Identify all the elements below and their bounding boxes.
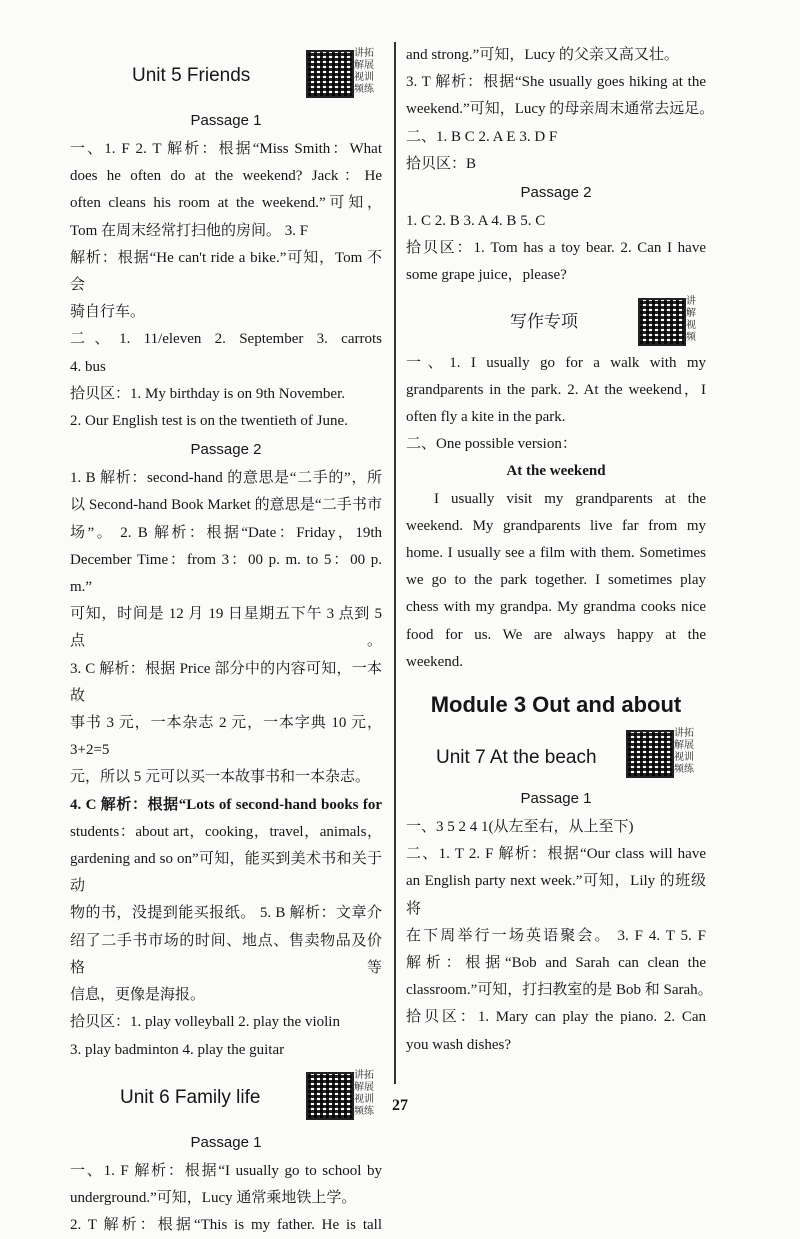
essay-title: At the weekend — [506, 463, 606, 480]
answer-line: 元，所以 5 元可以买一本故事书和一本杂志。 — [70, 769, 371, 786]
qr-code-icon — [638, 298, 686, 346]
answer-block — [406, 208, 706, 290]
qr-code-icon — [626, 730, 674, 778]
unit-title: Unit 7 At the beach — [436, 747, 597, 769]
essay-line: I usually visit my grandparents at the — [434, 490, 706, 507]
answer-line: 拾贝区：1. play volleyball 2. play the violin — [70, 1014, 340, 1031]
passage-heading: Passage 1 — [520, 790, 592, 808]
answer-line: underground.”可知，Lucy 通常乘地铁上学。 — [70, 1189, 357, 1206]
answer-line: 二、1. 11/eleven 2. September 3. carrots — [70, 331, 382, 348]
essay-line: weekend. — [406, 653, 464, 670]
passage-heading: Passage 2 — [190, 441, 262, 459]
answer-line: often fly a kite in the park. — [406, 409, 566, 426]
answer-line: 物的书，没提到能买报纸。 5. B 解析：文章介 — [70, 905, 382, 922]
unit5-header — [70, 42, 382, 106]
unit-title: Unit 6 Family life — [120, 1086, 261, 1108]
answer-line: 骑自行车。 — [70, 304, 146, 321]
answer-line: 拾贝区：B — [406, 155, 477, 172]
answer-line: grandparents in the park. 2. At the weekend，I — [406, 381, 706, 398]
essay-line: we go to the park together. I sometimes play — [406, 572, 706, 589]
answer-line: 3. play badminton 4. play the guitar — [70, 1041, 285, 1058]
answer-line: 1. C 2. B 3. A 4. B 5. C — [406, 213, 546, 230]
answer-line: 拾贝区：1. Mary can play the piano. 2. Can — [406, 1009, 706, 1026]
answer-line: 4. C 解析：根据“Lots of second-hand books for — [70, 796, 382, 813]
answer-line: 一、1. F 解析：根据“I usually go to school by — [70, 1162, 382, 1179]
answer-line: often cleans his room at the weekend.”可知， — [70, 195, 382, 212]
answer-line: 一、1. I usually go for a walk with my — [406, 354, 706, 371]
answer-line: 信息，更像是海报。 — [70, 987, 206, 1004]
answer-line: 3. C 解析：根据 Price 部分中的内容可知，一本故 — [70, 660, 382, 704]
answer-line: 3. T 解析：根据“She usually goes hiking at the — [406, 74, 706, 91]
answer-line: 可知，时间是 12 月 19 日星期五下午 3 点到 5 点。 — [70, 606, 382, 650]
answer-block — [70, 1158, 382, 1239]
writing-answers — [406, 350, 706, 676]
qr-caption: 讲拓解展视训频练 — [354, 1069, 374, 1117]
answer-line: 拾贝区：1. Tom has a toy bear. 2. Can I have — [406, 240, 706, 257]
passage-heading: Passage 1 — [190, 112, 262, 129]
answer-line: 以 Second-hand Book Market 的意思是“二手书市 — [70, 497, 382, 514]
essay-line: chess with my grandpa. My grandma cooks nice — [406, 599, 706, 616]
answer-block — [70, 465, 382, 1063]
answer-line: 2. Our English test is on the twentieth of June. — [70, 413, 348, 430]
answer-line: does he often do at the weekend? Jack：He — [70, 168, 382, 185]
section-title: 写作专项 — [510, 311, 578, 332]
qr-code-icon — [306, 50, 354, 98]
answer-line: 解析：根据“He can't ride a bike.”可知，Tom 不会 — [70, 249, 382, 294]
answer-line: 二、1. T 2. F 解析：根据“Our class will have — [406, 846, 706, 863]
left-column — [70, 42, 382, 1239]
module-title: Module 3 Out and about — [430, 692, 682, 718]
answer-block — [70, 136, 382, 435]
answer-line: gardening and so on”可知，能买到美术书和关于动 — [70, 851, 382, 895]
right-column — [406, 42, 715, 1059]
answer-line: and strong.”可知，Lucy 的父亲又高又壮。 — [406, 47, 679, 63]
page-number: 27 — [392, 1097, 408, 1114]
essay-line: home. I usually see a film with them. Sometimes — [406, 545, 706, 562]
answer-line: 一、1. F 2. T 解析：根据“Miss Smith：What — [70, 141, 382, 157]
essay-line: weekend. My grandparents live far from my — [406, 517, 706, 534]
answer-line: 解析：根据“Bob and Sarah can clean the — [406, 955, 706, 972]
qr-caption: 讲拓解展视训频练 — [674, 728, 694, 776]
answer-line: 绍了二手书市场的时间、地点、售卖物品及价格等 — [70, 932, 382, 976]
answer-line: 在下周举行一场英语聚会。 3. F 4. T 5. F — [406, 927, 706, 944]
writing-header — [406, 290, 706, 350]
answer-line: 一、3 5 2 4 1(从左至右，从上至下) — [406, 819, 634, 836]
unit7-header — [406, 728, 706, 784]
answer-line: 二、1. B C 2. A E 3. D F — [406, 128, 558, 145]
essay-line: food for us. We are always happy at the — [406, 626, 706, 643]
answer-line: 2. T 解析：根据“This is my father. He is tall — [70, 1217, 382, 1234]
answer-line: 二、One possible version： — [406, 436, 577, 453]
passage-heading: Passage 1 — [190, 1133, 262, 1151]
answer-line: 事书 3 元，一本杂志 2 元，一本字典 10 元，3+2=5 — [70, 715, 382, 759]
answer-line: 4. bus — [70, 358, 106, 375]
unit-title: Unit 5 Friends — [132, 65, 251, 86]
answer-line: you wash dishes? — [406, 1036, 511, 1053]
answer-line: 场”。 2. B 解析：根据“Date：Friday，19th — [70, 524, 382, 541]
answer-line: 拾贝区：1. My birthday is on 9th November. — [70, 385, 345, 402]
answer-block — [406, 814, 713, 1059]
answer-line: 1. B 解析：second-hand 的意思是“二手的”，所 — [70, 470, 382, 487]
answer-line: an English party next week.”可知，Lily 的班级将 — [406, 873, 706, 917]
column-divider — [394, 42, 396, 1084]
qr-caption: 讲解视频 — [686, 295, 696, 343]
answer-line: Tom 在周末经常打扫他的房间。 3. F — [70, 222, 309, 239]
answer-line: some grape juice，please? — [406, 267, 567, 284]
answer-line: classroom.”可知，打扫教室的是 Bob 和 Sarah。 — [406, 982, 713, 999]
qr-caption: 讲拓解展视训频练 — [354, 48, 374, 95]
answer-line: weekend.”可知，Lucy 的母亲周末通常去远足。 — [406, 101, 715, 118]
answer-line: students：about art，cooking，travel，animals， — [70, 823, 382, 840]
answer-line: December Time：from 3：00 p. m. to 5：00 p. m.” — [70, 551, 382, 596]
answer-block — [406, 42, 715, 178]
passage-heading: Passage 2 — [520, 184, 592, 202]
